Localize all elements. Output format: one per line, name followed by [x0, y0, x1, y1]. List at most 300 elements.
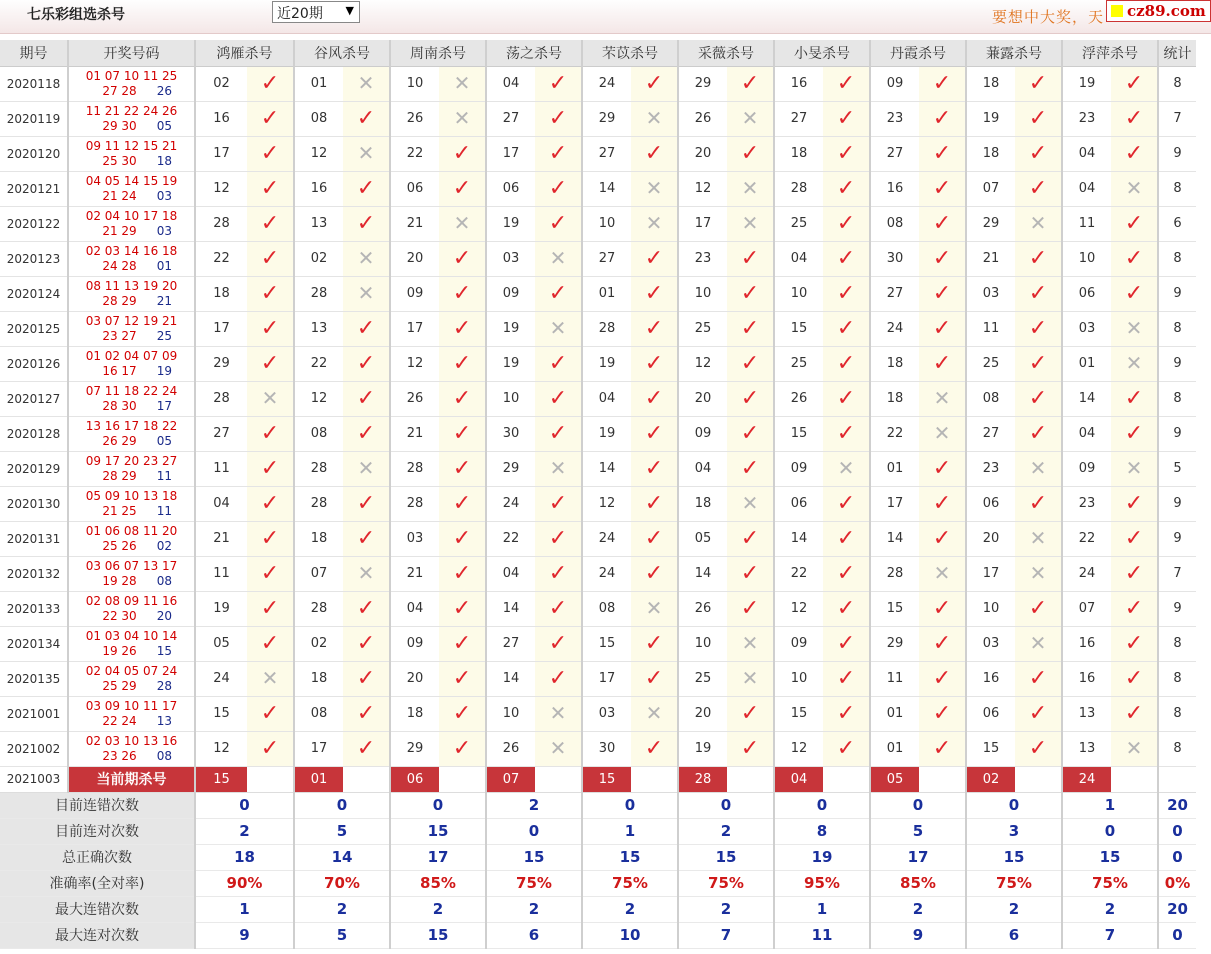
cross-icon: ✕: [261, 386, 279, 410]
result-cell: [823, 416, 870, 451]
table-row: [0, 171, 1196, 206]
kill-number-cell: 10: [486, 696, 535, 731]
cross-icon: ✕: [357, 281, 375, 305]
current-kill-number: 15: [195, 766, 247, 792]
kill-number-cell: 29: [870, 626, 919, 661]
stat-value: 15: [486, 844, 582, 870]
result-cell: [823, 696, 870, 731]
check-icon: ✓: [548, 106, 568, 131]
result-cell: [535, 346, 582, 381]
check-icon: ✓: [260, 106, 280, 131]
result-cell: [247, 136, 294, 171]
check-icon: ✓: [548, 351, 568, 376]
winning-numbers-line2: [69, 609, 194, 624]
kill-number-cell: 23: [966, 451, 1015, 486]
kill-number-cell: 03: [966, 626, 1015, 661]
winning-numbers-line2: [69, 644, 194, 659]
kill-number-cell: 04: [1062, 171, 1111, 206]
cross-icon: ✕: [645, 701, 663, 725]
stat-value: 1: [1062, 792, 1158, 818]
check-icon: ✓: [836, 421, 856, 446]
check-icon: ✓: [740, 456, 760, 481]
kill-number-cell: 20: [678, 381, 727, 416]
stat-value: 0: [294, 792, 390, 818]
stat-value: 0: [966, 792, 1062, 818]
cross-icon: ✕: [357, 141, 375, 165]
result-cell: [535, 591, 582, 626]
special-number: 20: [156, 608, 172, 623]
result-cell: [343, 486, 390, 521]
check-icon: ✓: [1124, 421, 1144, 446]
special-number: 19: [156, 363, 172, 378]
header-expert[interactable]: 谷风杀号: [294, 40, 390, 66]
special-number: 08: [156, 748, 172, 763]
check-icon: ✓: [452, 316, 472, 341]
period-cell: 2020120: [0, 136, 68, 171]
stat-row: [0, 896, 1196, 922]
stat-total: 0: [1158, 844, 1196, 870]
result-cell: [247, 101, 294, 136]
period-cell: 2020132: [0, 556, 68, 591]
stat-value: 2: [294, 896, 390, 922]
stat-value: 0: [486, 818, 582, 844]
kill-number-cell: 22: [195, 241, 247, 276]
header-expert[interactable]: 鸿雁杀号: [195, 40, 294, 66]
table-header: [0, 40, 1196, 66]
stat-label: 目前连错次数: [0, 792, 195, 818]
winning-numbers-cell: [68, 416, 195, 451]
winning-numbers-rest: 26 29: [102, 433, 137, 448]
winning-numbers-line2: [69, 189, 194, 204]
row-total-cell: 9: [1158, 591, 1196, 626]
check-icon: ✓: [548, 421, 568, 446]
result-cell: [439, 486, 486, 521]
special-number: 02: [156, 538, 172, 553]
result-cell: [631, 346, 678, 381]
result-cell: [1015, 101, 1062, 136]
kill-number-cell: 18: [390, 696, 439, 731]
stat-value: 75%: [486, 870, 582, 896]
check-icon: ✓: [1028, 736, 1048, 761]
winning-numbers-rest: 21 25: [102, 503, 137, 518]
result-cell: [1015, 276, 1062, 311]
cross-icon: ✕: [1029, 456, 1047, 480]
result-cell: [919, 731, 966, 766]
check-icon: ✓: [644, 491, 664, 516]
result-cell: [823, 521, 870, 556]
kill-number-cell: 14: [582, 451, 631, 486]
result-cell: [1111, 276, 1158, 311]
kill-number-cell: 16: [1062, 626, 1111, 661]
kill-number-cell: 23: [870, 101, 919, 136]
check-icon: ✓: [932, 456, 952, 481]
kill-number-cell: 18: [966, 66, 1015, 101]
result-cell: [919, 381, 966, 416]
check-icon: ✓: [548, 666, 568, 691]
check-icon: ✓: [644, 736, 664, 761]
check-icon: ✓: [932, 176, 952, 201]
check-icon: ✓: [836, 71, 856, 96]
winning-numbers-cell: [68, 346, 195, 381]
result-cell: [439, 591, 486, 626]
result-cell: [631, 206, 678, 241]
winning-numbers-line2: [69, 119, 194, 134]
cross-icon: ✕: [645, 176, 663, 200]
result-cell: [1111, 451, 1158, 486]
check-icon: ✓: [356, 176, 376, 201]
header-expert[interactable]: 周南杀号: [390, 40, 486, 66]
check-icon: ✓: [356, 526, 376, 551]
stat-value: 5: [294, 922, 390, 948]
result-cell: [919, 241, 966, 276]
kill-number-cell: 04: [678, 451, 727, 486]
winning-numbers-line1: 02 03 10 13 16: [85, 733, 178, 748]
result-cell: [727, 416, 774, 451]
kill-number-cell: 08: [294, 416, 343, 451]
check-icon: ✓: [740, 386, 760, 411]
current-kill-blank: [727, 766, 774, 792]
period-range-select[interactable]: [272, 1, 360, 23]
result-cell: [1015, 556, 1062, 591]
result-cell: [727, 521, 774, 556]
result-cell: [439, 451, 486, 486]
result-cell: [535, 136, 582, 171]
kill-number-cell: 08: [294, 101, 343, 136]
kill-number-cell: 17: [870, 486, 919, 521]
kill-number-cell: 12: [678, 346, 727, 381]
kill-number-cell: 24: [582, 521, 631, 556]
kill-number-cell: 18: [966, 136, 1015, 171]
result-cell: [823, 206, 870, 241]
cross-icon: ✕: [933, 421, 951, 445]
result-cell: [247, 556, 294, 591]
result-cell: [1111, 101, 1158, 136]
winning-numbers-cell: [68, 451, 195, 486]
kill-number-cell: 01: [294, 66, 343, 101]
result-cell: [919, 696, 966, 731]
check-icon: ✓: [740, 351, 760, 376]
kill-number-cell: 29: [966, 206, 1015, 241]
result-cell: [823, 311, 870, 346]
current-kill-number: 28: [678, 766, 727, 792]
check-icon: ✓: [644, 526, 664, 551]
kill-number-cell: 04: [1062, 416, 1111, 451]
winning-numbers-line1: 02 04 05 07 24: [85, 663, 178, 678]
kill-number-cell: 19: [486, 206, 535, 241]
kill-number-cell: 10: [486, 381, 535, 416]
table-row: [0, 416, 1196, 451]
header-expert[interactable]: 荡之杀号: [486, 40, 582, 66]
stat-value: 90%: [195, 870, 294, 896]
check-icon: ✓: [932, 701, 952, 726]
check-icon: ✓: [356, 631, 376, 656]
result-cell: [727, 276, 774, 311]
check-icon: ✓: [260, 456, 280, 481]
header-expert[interactable]: 丹霞杀号: [870, 40, 966, 66]
current-period-row: [0, 766, 1196, 792]
kill-number-cell: 11: [870, 661, 919, 696]
table-row: [0, 66, 1196, 101]
kill-number-cell: 01: [1062, 346, 1111, 381]
winning-numbers-cell: [68, 556, 195, 591]
cross-icon: ✕: [549, 701, 567, 725]
row-total-cell: 6: [1158, 206, 1196, 241]
stat-value: 0: [774, 792, 870, 818]
period-cell: 2021001: [0, 696, 68, 731]
result-cell: [823, 626, 870, 661]
stat-value: 19: [774, 844, 870, 870]
current-kill-blank: [535, 766, 582, 792]
kill-number-cell: 09: [1062, 451, 1111, 486]
kill-number-cell: 24: [486, 486, 535, 521]
stat-value: 70%: [294, 870, 390, 896]
result-cell: [247, 731, 294, 766]
check-icon: ✓: [1028, 701, 1048, 726]
kill-number-cell: 18: [678, 486, 727, 521]
row-total-cell: 8: [1158, 696, 1196, 731]
kill-number-cell: 16: [294, 171, 343, 206]
result-cell: [631, 66, 678, 101]
kill-number-cell: 08: [582, 591, 631, 626]
winning-numbers-rest: 25 30: [102, 153, 137, 168]
stat-row: [0, 792, 1196, 818]
kill-number-cell: 07: [294, 556, 343, 591]
kill-number-cell: 19: [678, 731, 727, 766]
result-cell: [1015, 206, 1062, 241]
check-icon: ✓: [356, 211, 376, 236]
special-number: 11: [156, 468, 172, 483]
check-icon: ✓: [644, 386, 664, 411]
check-icon: ✓: [836, 596, 856, 621]
kill-number-cell: 19: [582, 416, 631, 451]
stat-total: 0: [1158, 922, 1196, 948]
stat-value: 0: [870, 792, 966, 818]
winning-numbers-cell: [68, 101, 195, 136]
kill-number-cell: 27: [486, 101, 535, 136]
result-cell: [919, 101, 966, 136]
cross-icon: ✕: [453, 106, 471, 130]
kill-number-cell: 19: [966, 101, 1015, 136]
check-icon: ✓: [740, 71, 760, 96]
result-cell: [343, 206, 390, 241]
check-icon: ✓: [740, 701, 760, 726]
result-cell: [1111, 346, 1158, 381]
kill-number-cell: 09: [678, 416, 727, 451]
table-row: [0, 696, 1196, 731]
kill-number-cell: 16: [195, 101, 247, 136]
kill-number-cell: 12: [294, 136, 343, 171]
winning-numbers-line1: 02 04 10 17 18: [85, 208, 178, 223]
result-cell: [631, 416, 678, 451]
result-cell: [631, 101, 678, 136]
result-cell: [631, 556, 678, 591]
header-expert[interactable]: 小旻杀号: [774, 40, 870, 66]
result-cell: [439, 346, 486, 381]
check-icon: ✓: [548, 176, 568, 201]
check-icon: ✓: [932, 631, 952, 656]
kill-number-cell: 04: [486, 556, 535, 591]
winning-numbers-rest: 28 29: [102, 293, 137, 308]
table-row: [0, 346, 1196, 381]
kill-number-cell: 24: [582, 66, 631, 101]
kill-number-cell: 24: [195, 661, 247, 696]
check-icon: ✓: [1028, 386, 1048, 411]
table-row: [0, 101, 1196, 136]
header-expert[interactable]: 蒹露杀号: [966, 40, 1062, 66]
result-cell: [343, 661, 390, 696]
winning-numbers-rest: 22 24: [102, 713, 137, 728]
winning-numbers-rest: 23 26: [102, 748, 137, 763]
check-icon: ✓: [452, 421, 472, 446]
check-icon: ✓: [644, 281, 664, 306]
check-icon: ✓: [1124, 701, 1144, 726]
check-icon: ✓: [356, 421, 376, 446]
winning-numbers-cell: [68, 626, 195, 661]
result-cell: [535, 731, 582, 766]
kill-number-cell: 07: [1062, 591, 1111, 626]
kill-number-cell: 16: [870, 171, 919, 206]
result-cell: [343, 171, 390, 206]
kill-number-cell: 21: [390, 206, 439, 241]
kill-number-table: [0, 40, 1196, 949]
kill-number-cell: 15: [774, 696, 823, 731]
winning-numbers-rest: 24 28: [102, 258, 137, 273]
result-cell: [247, 311, 294, 346]
kill-number-cell: 28: [294, 451, 343, 486]
kill-number-cell: 04: [195, 486, 247, 521]
winning-numbers-rest: 21 29: [102, 223, 137, 238]
check-icon: ✓: [452, 456, 472, 481]
result-cell: [343, 521, 390, 556]
table-row: [0, 521, 1196, 556]
result-cell: [1111, 521, 1158, 556]
cross-icon: ✕: [1029, 561, 1047, 585]
result-cell: [1015, 521, 1062, 556]
stat-value: 9: [870, 922, 966, 948]
kill-number-cell: 19: [195, 591, 247, 626]
kill-number-cell: 19: [1062, 66, 1111, 101]
header-expert[interactable]: 芣苡杀号: [582, 40, 678, 66]
check-icon: ✓: [452, 351, 472, 376]
kill-number-cell: 07: [966, 171, 1015, 206]
check-icon: ✓: [836, 666, 856, 691]
kill-number-cell: 19: [582, 346, 631, 381]
check-icon: ✓: [836, 701, 856, 726]
result-cell: [1015, 591, 1062, 626]
result-cell: [343, 626, 390, 661]
check-icon: ✓: [356, 386, 376, 411]
header-expert[interactable]: 采薇杀号: [678, 40, 774, 66]
check-icon: ✓: [548, 491, 568, 516]
winning-numbers-line1: 08 11 13 19 20: [85, 278, 178, 293]
kill-number-cell: 24: [582, 556, 631, 591]
special-number: 01: [156, 258, 172, 273]
winning-numbers-rest: 28 30: [102, 398, 137, 413]
kill-number-cell: 27: [870, 136, 919, 171]
kill-number-cell: 28: [582, 311, 631, 346]
result-cell: [1111, 136, 1158, 171]
check-icon: ✓: [452, 491, 472, 516]
kill-number-cell: 22: [870, 416, 919, 451]
cross-icon: ✕: [645, 211, 663, 235]
result-cell: [247, 416, 294, 451]
result-cell: [631, 136, 678, 171]
table-row: [0, 381, 1196, 416]
result-cell: [631, 661, 678, 696]
current-kill-blank: [1111, 766, 1158, 792]
check-icon: ✓: [452, 281, 472, 306]
check-icon: ✓: [260, 596, 280, 621]
stat-value: 2: [486, 896, 582, 922]
check-icon: ✓: [644, 246, 664, 271]
current-kill-number: 04: [774, 766, 823, 792]
cross-icon: ✕: [1125, 351, 1143, 375]
site-logo[interactable]: [1106, 0, 1211, 22]
kill-number-cell: 02: [294, 241, 343, 276]
result-cell: [343, 311, 390, 346]
kill-number-cell: 27: [486, 626, 535, 661]
kill-number-cell: 09: [390, 626, 439, 661]
stat-value: 2: [870, 896, 966, 922]
check-icon: ✓: [548, 386, 568, 411]
kill-number-cell: 10: [774, 276, 823, 311]
kill-number-cell: 13: [1062, 696, 1111, 731]
period-cell: 2020127: [0, 381, 68, 416]
row-total-cell: 9: [1158, 416, 1196, 451]
check-icon: ✓: [932, 666, 952, 691]
kill-number-cell: 18: [294, 661, 343, 696]
period-cell: 2020130: [0, 486, 68, 521]
kill-number-cell: 30: [486, 416, 535, 451]
promo-marquee[interactable]: 要想中大奖，天: [992, 8, 1105, 26]
cross-icon: ✕: [1029, 211, 1047, 235]
result-cell: [1111, 171, 1158, 206]
current-kill-number: 15: [582, 766, 631, 792]
result-cell: [1111, 241, 1158, 276]
result-cell: [1015, 241, 1062, 276]
winning-numbers-line1: 03 09 10 11 17: [85, 698, 178, 713]
kill-number-cell: 12: [582, 486, 631, 521]
result-cell: [823, 486, 870, 521]
kill-number-cell: 24: [1062, 556, 1111, 591]
cross-icon: ✕: [741, 211, 759, 235]
check-icon: ✓: [932, 71, 952, 96]
kill-number-cell: 04: [774, 241, 823, 276]
kill-number-cell: 11: [966, 311, 1015, 346]
kill-number-cell: 20: [678, 136, 727, 171]
check-icon: ✓: [932, 351, 952, 376]
winning-numbers-line1: 11 21 22 24 26: [85, 103, 178, 118]
check-icon: ✓: [1124, 596, 1144, 621]
stat-value: 2: [195, 818, 294, 844]
stat-value: 18: [195, 844, 294, 870]
result-cell: [535, 451, 582, 486]
stat-total: 0%: [1158, 870, 1196, 896]
check-icon: ✓: [1028, 246, 1048, 271]
result-cell: [343, 346, 390, 381]
kill-number-cell: 28: [294, 591, 343, 626]
kill-number-cell: 02: [195, 66, 247, 101]
current-kill-blank: [439, 766, 486, 792]
header-expert[interactable]: 浮萍杀号: [1062, 40, 1158, 66]
kill-number-cell: 18: [195, 276, 247, 311]
result-cell: [247, 206, 294, 241]
kill-number-cell: 22: [390, 136, 439, 171]
check-icon: ✓: [260, 421, 280, 446]
result-cell: [1015, 171, 1062, 206]
kill-number-cell: 25: [774, 206, 823, 241]
cross-icon: ✕: [741, 176, 759, 200]
